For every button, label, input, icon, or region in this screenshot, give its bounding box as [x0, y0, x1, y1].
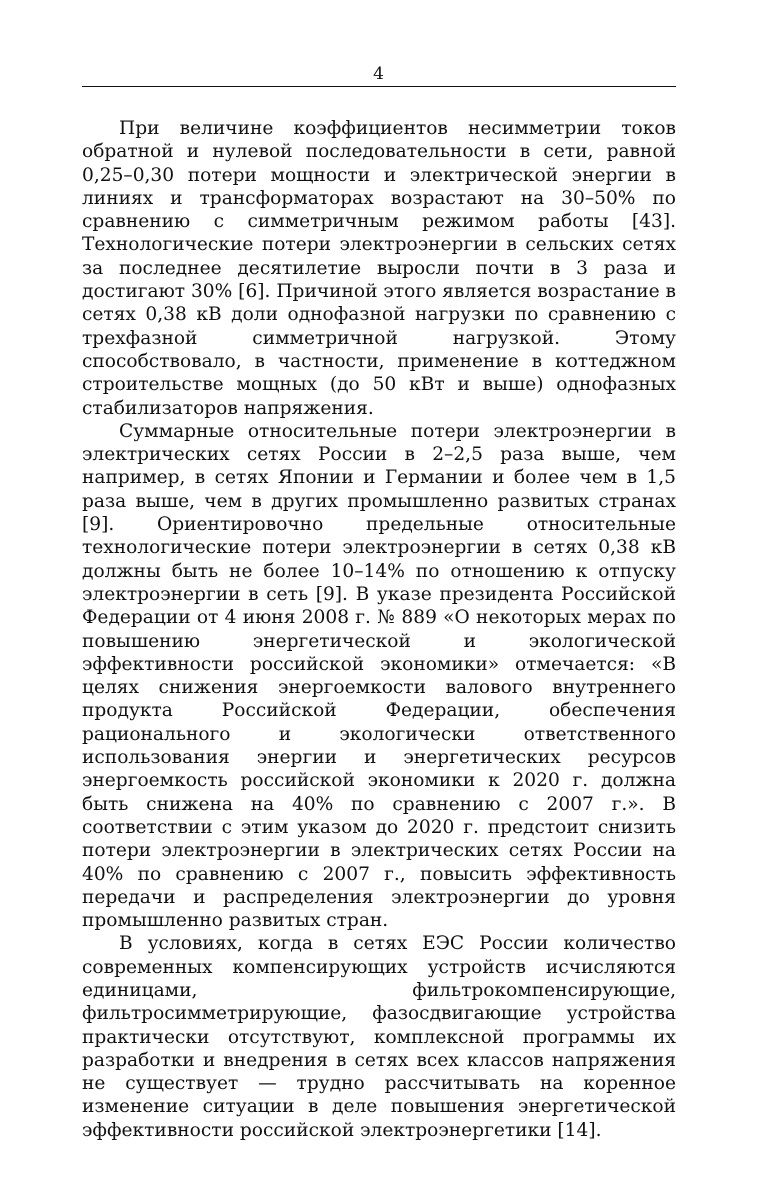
paragraph-asymmetry-losses: При величине коэффициентов несимметрии токов обратной и нулевой последовательности в сети, равной 0,25–0,30 потери мощности и электрической энергии в линиях и трансформаторах возрастают на 30–50% по сравнению с симметричным режимом работы [43]. Технологические потери электроэнергии в сельских сетях за последнее десятилетие выросли почти в 3 раза и достигают 30% [6]. Причиной этого является возрастание в сетях 0,38 кВ доли однофазной нагрузки по сравнению с трехфазной симметричной нагрузкой. Этому способствовало, в частности, применение в коттеджном строительстве мощных (до 50 кВт и выше) однофазных стабилизаторов напряжения. — [82, 118, 677, 419]
page-number: 4 — [373, 64, 384, 84]
paragraph-compensating-devices: В условиях, когда в сетях ЕЭС России количество современных компенсирующих устройств исчисляются единицами, фильтрокомпенсирующие, фильтросимметрирующие, фазосдвигающие устройства практически отсутствуют, комплексной программы их разработки и внедрения в сетях всех классов напряжения не существует — трудно рассчитывать на коренное изменение ситуации в деле повышения энергетической эффективности российской электроэнергетики [14]. — [82, 933, 676, 1141]
paragraph-relative-losses: Суммарные относительные потери электроэнергии в электрических сетях России в 2–2,5 раза выше, чем например, в сетях Японии и Германии и более чем в 1,5 раза выше, чем в других промышленно развитых странах [9]. Ориентировочно предельные относительные технологические потери электроэнергии в сетях 0,38 кВ должны быть не более 10–14% по отношению к отпуску электроэнергии в сеть [9]. В указе президента Российской Федерации от 4 июня 2008 г. № 889 «О некоторых мерах по повышению энергетической и экологической эффективности российской экономики» отмечается: «В целях снижения энергоемкости валового внутреннего продукта Российской Федерации, обеспечения рационального и экологически ответственного использования энергии и энергетических ресурсов энергоемкость российской экономики к 2020 г. должна быть снижена на 40% по сравнению с 2007 г.». В соответствии с этим указом до 2020 г. предстоит снизить потери электроэнергии в электрических сетях России на 40% по сравнению с 2007 г., повысить эффективность передачи и распределения электроэнергии до уровня промышленно развитых стран. — [82, 420, 676, 932]
header-rule — [82, 86, 676, 87]
body-text — [82, 117, 676, 1142]
